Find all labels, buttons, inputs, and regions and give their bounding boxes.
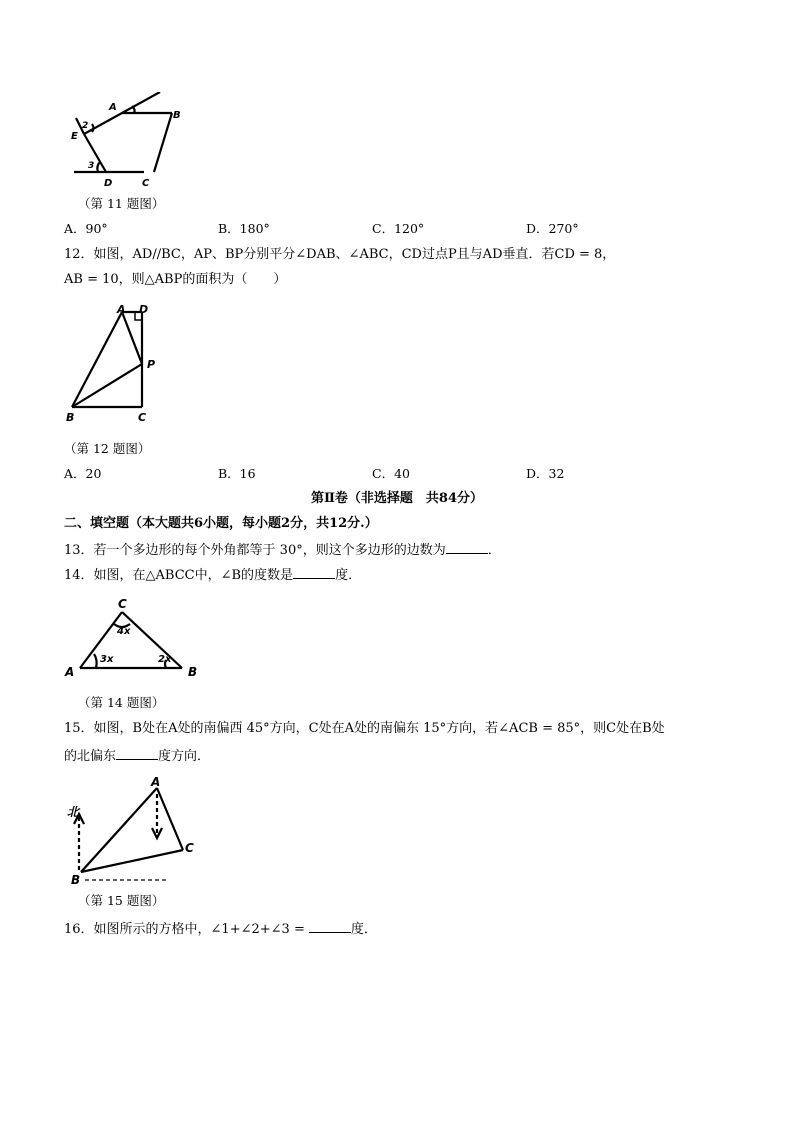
q12-stem-line1: 12．如图，AD//BC，AP、BP分别平分∠DAB、∠ABC，CD过点P且与AD垂直．若CD = 8，: [64, 247, 616, 262]
q12-label-p: P: [147, 358, 156, 371]
q14-angle-c: 4x: [117, 626, 131, 637]
q12-option-b[interactable]: B．16: [218, 466, 256, 481]
q11-angle-3: 3: [88, 161, 95, 171]
q11-option-b[interactable]: B．180°: [218, 221, 270, 236]
q16-text: 16．如图所示的方格中，∠1+∠2+∠3 =: [64, 922, 305, 937]
q11-label-a: A: [109, 102, 117, 113]
q15-north-label: 北: [67, 805, 80, 819]
q14-angle-b: 2x: [158, 654, 172, 665]
q11-option-c[interactable]: C．120°: [372, 221, 425, 236]
q14-label-a: A: [65, 665, 75, 679]
q15-answer-blank[interactable]: [116, 747, 158, 760]
q16-stem: [64, 920, 377, 938]
section2-title: 第Ⅱ卷（非选择题 共84分）: [310, 491, 484, 506]
q11-label-e: E: [71, 131, 78, 142]
q12-figure: [62, 300, 172, 425]
q11-caption: （第 11 题图）: [78, 196, 165, 211]
q14-caption: （第 14 题图）: [78, 695, 165, 710]
q11-option-a[interactable]: A．90°: [64, 221, 108, 236]
q14-label-c: C: [118, 597, 127, 611]
section2-heading: 二、填空题（本大题共6小题，每小题2分，共12分.）: [64, 516, 378, 531]
q14-angle-a: 3x: [100, 654, 114, 665]
q14-figure: [62, 594, 207, 684]
q12-label-d: D: [139, 303, 149, 316]
q12-label-a: A: [117, 303, 126, 316]
q16-answer-blank[interactable]: [309, 920, 351, 933]
q15-stem-line1: 15．如图，B处在A处的南偏西 45°方向，C处在A处的南偏东 15°方向，若∠ACB = 85°，则C处在B处: [64, 721, 665, 736]
q12-label-b: B: [66, 411, 75, 424]
q15-figure: [55, 772, 205, 887]
q13-text: 13．若一个多边形的每个外角都等于 30°，则这个多边形的边数为: [64, 543, 446, 558]
q12-caption: （第 12 题图）: [64, 441, 151, 456]
q13-end: ．: [487, 543, 501, 558]
q15-label-b: B: [71, 873, 81, 887]
q15-label-a: A: [151, 775, 161, 789]
q13-stem: [64, 541, 501, 559]
q15-label-c: C: [185, 841, 194, 855]
q12-stem-line2: AB = 10，则△ABP的面积为（ ）: [64, 272, 287, 287]
q15-stem-line2: [64, 747, 210, 765]
q16-end: 度．: [350, 922, 377, 937]
q12-label-c: C: [138, 411, 147, 424]
q11-label-c: C: [142, 178, 150, 189]
q12-option-c[interactable]: C．40: [372, 466, 410, 481]
q11-figure: [62, 92, 192, 192]
q11-option-d[interactable]: D．270°: [526, 221, 579, 236]
q11-angle-2: 2: [82, 121, 89, 131]
q11-label-b: B: [173, 110, 181, 121]
q15-text: 的北偏东: [64, 749, 117, 764]
q12-option-d[interactable]: D．32: [526, 466, 565, 481]
q14-text: 14．如图，在△ABCC中，∠B的度数是: [64, 568, 294, 583]
q11-label-d: D: [104, 178, 113, 189]
q15-caption: （第 15 题图）: [78, 893, 165, 908]
q13-answer-blank[interactable]: [446, 541, 488, 554]
q15-end: 度方向．: [158, 749, 211, 764]
q14-answer-blank[interactable]: [293, 566, 335, 579]
q14-label-b: B: [188, 665, 198, 679]
q14-stem: [64, 566, 361, 584]
q14-end: 度．: [335, 568, 362, 583]
q12-option-a[interactable]: A．20: [64, 466, 102, 481]
